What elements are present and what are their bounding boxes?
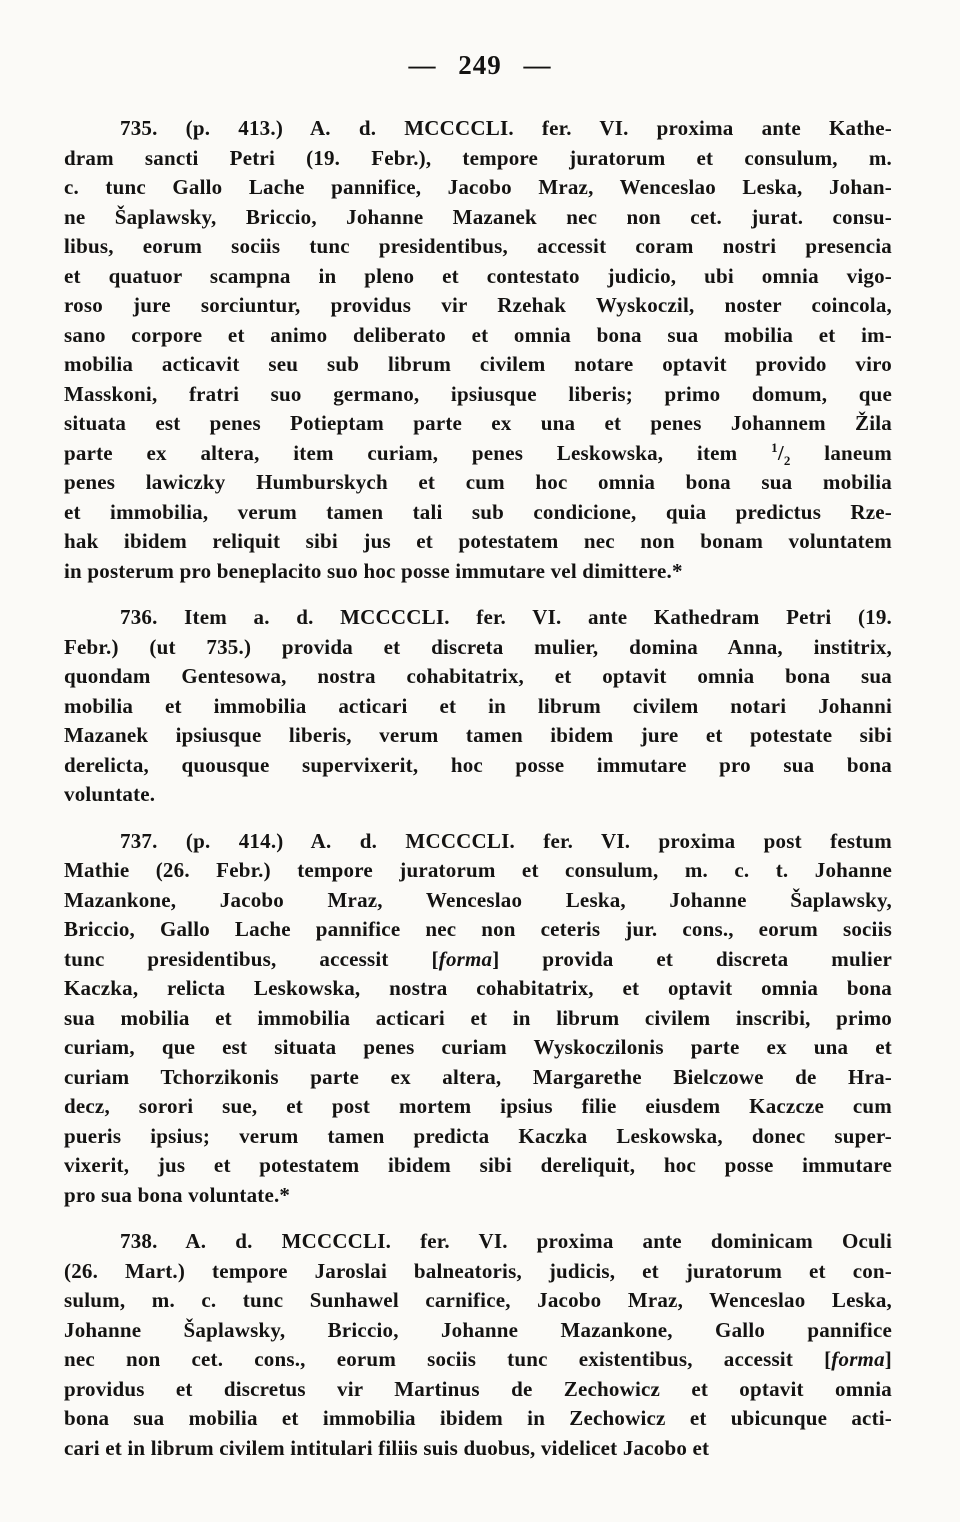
text-line xyxy=(64,662,892,692)
text-line xyxy=(64,380,892,410)
text-line xyxy=(64,291,892,321)
text-segment: situata est penes Potieptam parte ex una et penes Johannem Žila xyxy=(64,411,892,435)
text-line xyxy=(64,321,892,351)
page-number: — 249 — xyxy=(408,50,552,80)
text-segment: roso jure sorciuntur, providus vir Rzehak Wyskoczil, noster coincola, xyxy=(64,293,892,317)
text-line xyxy=(64,144,892,174)
text-segment: ne Šaplawsky, Briccio, Johanne Mazanek nec non cet. jurat. consu- xyxy=(64,204,892,229)
text-line xyxy=(64,203,892,233)
text-segment: et quatuor scampna in pleno et contestato judicio, ubi omnia vigo- xyxy=(64,263,892,288)
text-segment: vixerit, jus et potestatem ibidem sibi dereliquit, hoc posse immutare xyxy=(64,1153,892,1177)
text-segment: 1 xyxy=(771,439,778,455)
text-line xyxy=(64,1004,892,1034)
text-line xyxy=(64,439,892,469)
text-segment: laneum xyxy=(790,440,892,465)
text-line xyxy=(64,498,892,528)
text-line xyxy=(64,886,892,916)
text-segment: 2 xyxy=(783,452,791,468)
text-segment: Mazanek ipsiusque liberis, verum tamen ibidem jure et potestate sibi xyxy=(64,723,892,747)
text-line xyxy=(64,1345,892,1375)
text-segment: sulum, m. c. tunc Sunhawel carnifice, Jacobo Mraz, Wenceslao Leska, xyxy=(64,1288,892,1312)
text-segment: et immobilia, verum tamen tali sub condicione, quia predictus Rze- xyxy=(64,499,892,524)
italic-text-segment: forma xyxy=(831,1347,885,1371)
text-segment: voluntate. xyxy=(64,782,156,806)
text-segment: ] provida et discreta mulier xyxy=(492,946,892,971)
text-line xyxy=(64,1434,892,1464)
text-line xyxy=(64,232,892,262)
text-line xyxy=(64,915,892,945)
text-segment: 737. (p. 414.) A. d. MCCCCLI. fer. VI. proxima post festum xyxy=(120,828,892,853)
text-line xyxy=(64,114,892,144)
text-line xyxy=(64,262,892,292)
text-line xyxy=(64,1151,892,1181)
text-line xyxy=(64,1227,892,1257)
text-line xyxy=(64,468,892,498)
text-line xyxy=(64,780,892,810)
text-content xyxy=(64,114,892,1463)
text-segment: pueris ipsius; verum tamen predicta Kaczka Leskowska, donec super- xyxy=(64,1123,892,1148)
text-segment: tunc presidentibus, accessit [ xyxy=(64,946,439,971)
text-segment: 738. A. d. MCCCCLI. fer. VI. proxima ante dominicam Oculi xyxy=(120,1229,892,1253)
text-segment: Masskoni, fratri suo germano, ipsiusque liberis; primo domum, que xyxy=(64,381,892,406)
text-segment: cari et in librum civilem intitulari filiis suis duobus, videlicet Jacobo et xyxy=(64,1435,710,1460)
text-line xyxy=(64,856,892,886)
text-segment: c. tunc Gallo Lache pannifice, Jacobo Mraz, Wenceslao Leska, Johan- xyxy=(64,175,892,199)
text-segment: 735. (p. 413.) A. d. MCCCCLI. fer. VI. proxima ante Kathe- xyxy=(120,116,892,140)
text-segment: Mathie (26. Febr.) tempore juratorum et consulum, m. c. t. Johanne xyxy=(64,858,892,882)
text-line xyxy=(64,721,892,751)
text-segment: pro sua bona voluntate.* xyxy=(64,1182,291,1207)
text-line xyxy=(64,1092,892,1122)
text-segment: dram sancti Petri (19. Febr.), tempore juratorum et consulum, m. xyxy=(64,145,892,170)
text-line xyxy=(64,1286,892,1316)
text-line xyxy=(64,1122,892,1152)
text-segment: Johanne Šaplawsky, Briccio, Johanne Mazankone, Gallo pannifice xyxy=(64,1317,892,1342)
text-segment: parte ex altera, item curiam, penes Leskowska, item xyxy=(64,440,772,465)
text-segment: bona sua mobilia et immobilia ibidem in Zechowicz et ubicunque acti- xyxy=(64,1406,892,1430)
text-segment: 736. Item a. d. MCCCCLI. fer. VI. ante Kathedram Petri (19. xyxy=(120,605,892,629)
text-line xyxy=(64,1181,892,1211)
text-line xyxy=(64,1033,892,1063)
text-segment: sano corpore et animo deliberato et omnia bona sua mobilia et im- xyxy=(64,322,892,347)
text-segment: mobilia acticavit seu sub librum civilem notare optavit provido viro xyxy=(64,352,892,376)
text-segment: penes lawiczky Humburskych et cum hoc omnia bona sua mobilia xyxy=(64,470,892,494)
text-segment: ] xyxy=(884,1347,892,1371)
text-line xyxy=(64,409,892,439)
text-segment: derelicta, quousque supervixerit, hoc posse immutare pro sua bona xyxy=(64,752,892,777)
text-segment: in posterum pro beneplacito suo hoc posse immutare vel dimittere.* xyxy=(64,558,683,583)
text-segment: providus et discretus vir Martinus de Zechowicz et optavit omnia xyxy=(64,1376,892,1401)
text-segment: libus, eorum sociis tunc presidentibus, accessit coram nostri presencia xyxy=(64,234,892,258)
text-line xyxy=(64,173,892,203)
text-segment: curiam, que est situata penes curiam Wyskoczilonis parte ex una et xyxy=(64,1035,892,1059)
text-line xyxy=(64,1257,892,1287)
text-line xyxy=(64,945,892,975)
entry-736 xyxy=(64,603,892,810)
text-segment: nec non cet. cons., eorum sociis tunc existentibus, accessit [ xyxy=(64,1347,832,1371)
text-line xyxy=(64,827,892,857)
text-line xyxy=(64,1063,892,1093)
text-segment: Mazankone, Jacobo Mraz, Wenceslao Leska, Johanne Šaplawsky, xyxy=(64,887,892,912)
entry-737 xyxy=(64,827,892,1211)
text-line xyxy=(64,527,892,557)
text-line xyxy=(64,692,892,722)
text-line xyxy=(64,557,892,587)
text-line xyxy=(64,1375,892,1405)
text-segment: curiam Tchorzikonis parte ex altera, Margarethe Bielczowe de Hra- xyxy=(64,1064,892,1089)
text-segment: (26. Mart.) tempore Jaroslai balneatoris, judicis, et juratorum et con- xyxy=(64,1258,892,1283)
text-segment: hak ibidem reliquit sibi jus et potestatem nec non bonam voluntatem xyxy=(64,529,892,553)
text-line xyxy=(64,633,892,663)
text-segment: Febr.) (ut 735.) provida et discreta mulier, domina Anna, institrix, xyxy=(64,634,892,659)
text-segment: quondam Gentesowa, nostra cohabitatrix, et optavit omnia bona sua xyxy=(64,664,892,688)
text-line xyxy=(64,1404,892,1434)
text-segment: decz, sorori sue, et post mortem ipsius filie eiusdem Kaczcze cum xyxy=(64,1094,892,1118)
text-segment: Kaczka, relicta Leskowska, nostra cohabitatrix, et optavit omnia bona xyxy=(64,976,892,1000)
text-line xyxy=(64,974,892,1004)
text-segment: / xyxy=(777,440,784,465)
text-line xyxy=(64,603,892,633)
text-line xyxy=(64,350,892,380)
text-segment: mobilia et immobilia acticari et in librum civilem notari Johanni xyxy=(64,693,892,718)
entry-738 xyxy=(64,1227,892,1463)
text-line xyxy=(64,1316,892,1346)
entry-735 xyxy=(64,114,892,586)
text-line xyxy=(64,751,892,781)
text-segment: Briccio, Gallo Lache pannifice nec non ceteris jur. cons., eorum sociis xyxy=(64,917,892,941)
text-segment: sua mobilia et immobilia acticari et in librum civilem inscribi, primo xyxy=(64,1005,892,1030)
italic-text-segment: forma xyxy=(438,946,493,971)
